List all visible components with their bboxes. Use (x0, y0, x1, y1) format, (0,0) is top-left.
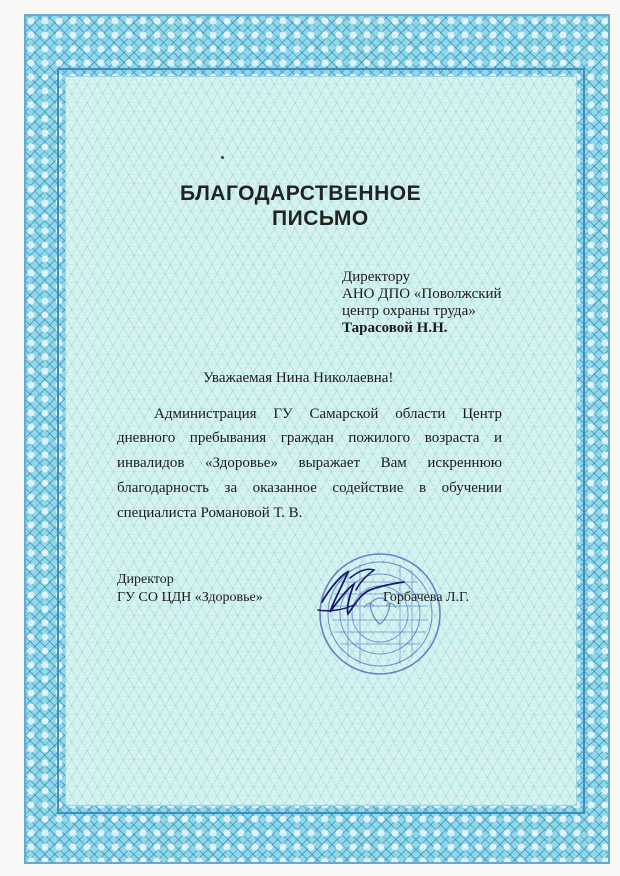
signer-name: Горбачева Л.Г. (383, 590, 470, 605)
letter-title-line-1: БЛАГОДАРСТВЕННОЕ (180, 182, 422, 205)
body-line: специалиста Романовой Т. В. (117, 505, 303, 521)
dot-mark (221, 156, 224, 159)
greeting: Уважаемая Нина Николаевна! (203, 370, 394, 386)
recipient-position: Директору (342, 269, 411, 285)
letter-title-line-2: ПИСЬМО (272, 207, 369, 230)
signer-position: Директор (117, 572, 174, 587)
signer-organization: ГУ СО ЦДН «Здоровье» (117, 590, 263, 605)
body-line: Администрация ГУ Самарской области Центр (154, 406, 502, 422)
body-line: инвалидов «Здоровье» выражает Вам искреннюю (117, 455, 502, 471)
recipient-organization-line-1: АНО ДПО «Поволжский (342, 286, 502, 302)
recipient-organization-line-2: центр охраны труда» (342, 303, 476, 319)
body-line: дневного пребывания граждан пожилого возраста и (117, 430, 502, 446)
recipient-name: Тарасовой Н.Н. (342, 320, 448, 336)
body-line: благодарность за оказанное содействие в обучении (117, 480, 502, 496)
